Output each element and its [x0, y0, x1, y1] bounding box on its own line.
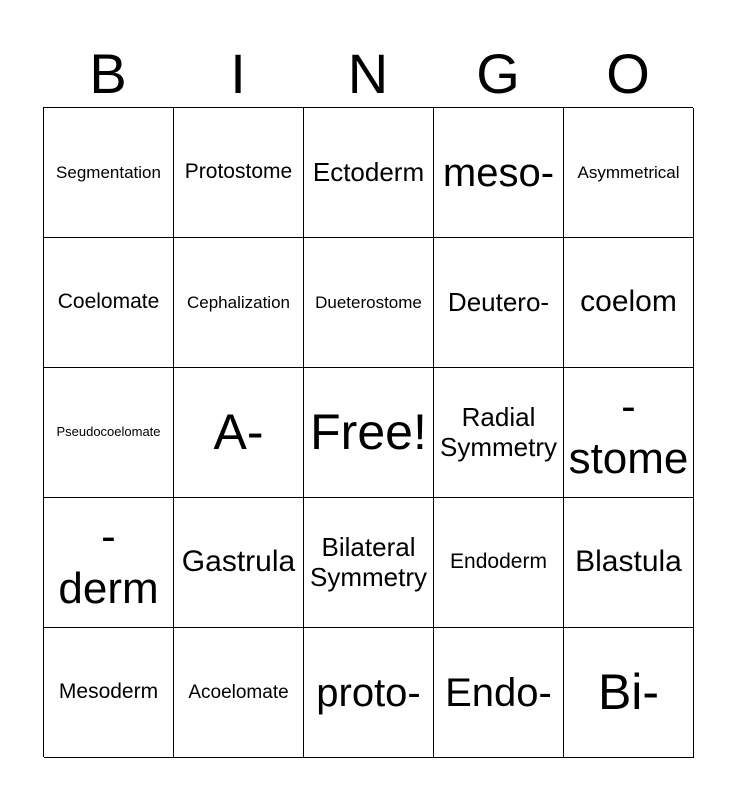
bingo-cell-r2-c4[interactable]: Deutero- — [434, 238, 564, 368]
bingo-cell-r5-c2[interactable]: Acoelomate — [174, 628, 304, 758]
bingo-cell-r1-c1[interactable]: Segmentation — [44, 108, 174, 238]
bingo-header — [43, 40, 693, 108]
bingo-cell-r3-c1[interactable]: Pseudocoelomate — [44, 368, 174, 498]
bingo-cell-r2-c1[interactable]: Coelomate — [44, 238, 174, 368]
bingo-cell-r3-c5[interactable]: - stome — [564, 368, 694, 498]
bingo-cell-r2-c5[interactable]: coelom — [564, 238, 694, 368]
bingo-cell-r5-c5[interactable]: Bi- — [564, 628, 694, 758]
bingo-cell-r1-c4[interactable]: meso- — [434, 108, 564, 238]
bingo-cell-r3-c2[interactable]: A- — [174, 368, 304, 498]
bingo-board — [43, 107, 693, 757]
bingo-cell-r4-c1[interactable]: - derm — [44, 498, 174, 628]
bingo-cell-r4-c2[interactable]: Gastrula — [174, 498, 304, 628]
bingo-cell-r4-c5[interactable]: Blastula — [564, 498, 694, 628]
header-letter-i: I — [230, 42, 246, 105]
header-letter-n: N — [347, 42, 389, 105]
bingo-cell-r2-c2[interactable]: Cephalization — [174, 238, 304, 368]
bingo-cell-r5-c1[interactable]: Mesoderm — [44, 628, 174, 758]
header-letter-o: O — [606, 42, 650, 105]
header-letter-b: B — [89, 42, 127, 105]
bingo-cell-r5-c3[interactable]: proto- — [304, 628, 434, 758]
bingo-cell-r1-c3[interactable]: Ectoderm — [304, 108, 434, 238]
bingo-cell-r4-c3[interactable]: Bilateral Symmetry — [304, 498, 434, 628]
bingo-cell-r2-c3[interactable]: Dueterostome — [304, 238, 434, 368]
bingo-cell-free[interactable]: Free! — [304, 368, 434, 498]
bingo-cell-r1-c5[interactable]: Asymmetrical — [564, 108, 694, 238]
bingo-cell-r1-c2[interactable]: Protostome — [174, 108, 304, 238]
bingo-cell-r5-c4[interactable]: Endo- — [434, 628, 564, 758]
bingo-cell-r4-c4[interactable]: Endoderm — [434, 498, 564, 628]
bingo-cell-r3-c4[interactable]: Radial Symmetry — [434, 368, 564, 498]
header-letter-g: G — [476, 42, 520, 105]
